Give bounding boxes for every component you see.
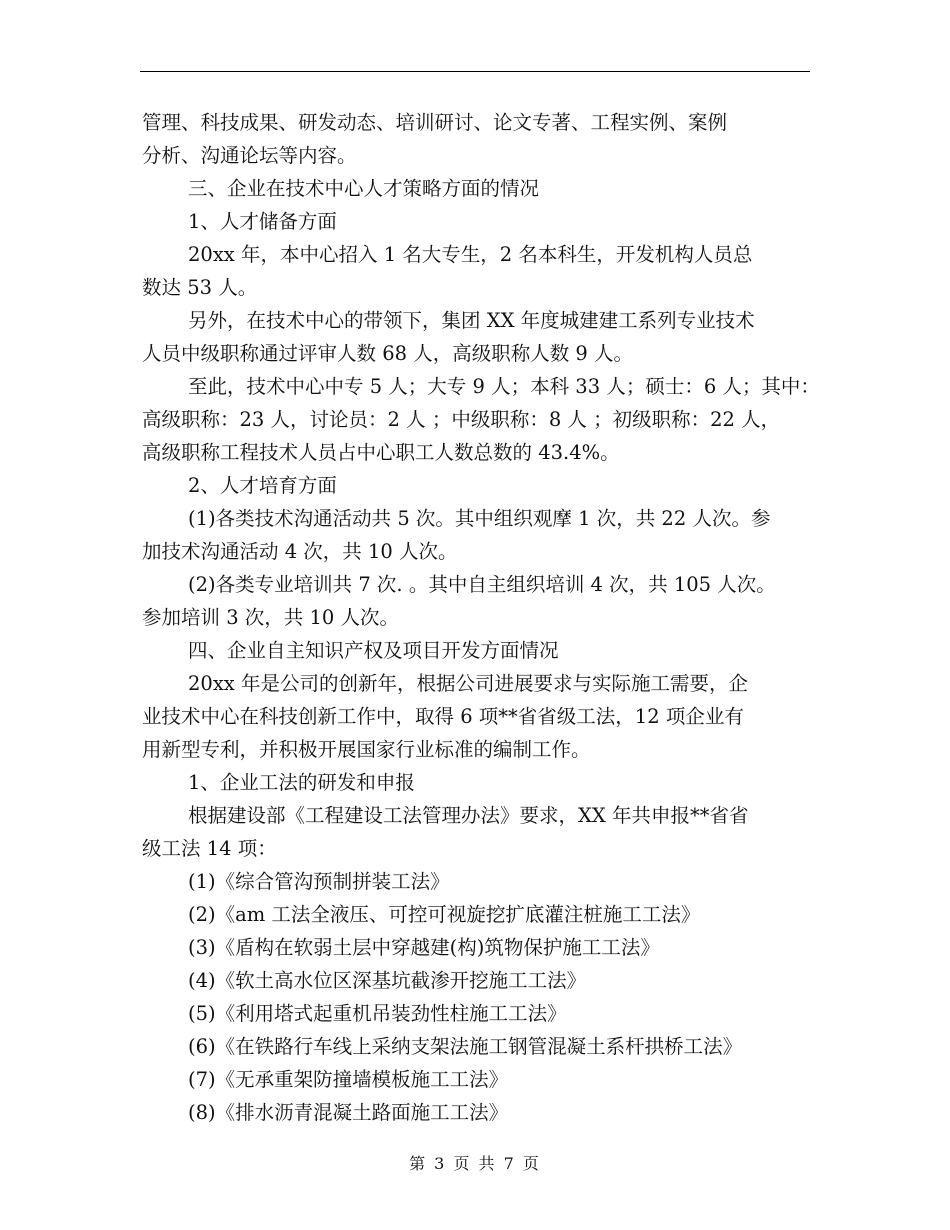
document-body: [142, 106, 820, 1129]
list-item: (6)《在铁路行车线上采纳支架法施工钢管混凝土系杆拱桥工法》: [188, 1035, 743, 1058]
section-heading: 三、企业在技术中心人才策略方面的情况: [188, 177, 540, 200]
text-line: 管理、科技成果、研发动态、培训研讨、论文专著、工程实例、案例: [142, 111, 728, 134]
header-rule: [140, 71, 810, 72]
text-line: (1)各类技术沟通活动共 5 次。其中组织观摩 1 次，共 22 人次。参: [188, 507, 771, 530]
list-item: (5)《利用塔式起重机吊装劲性柱施工工法》: [188, 1002, 567, 1025]
text-line: 数达 53 人。: [142, 276, 258, 299]
text-line: 参加培训 3 次，共 10 人次。: [142, 606, 400, 629]
list-item: (8)《排水沥青混凝土路面施工工法》: [188, 1101, 509, 1124]
section-heading: 四、企业自主知识产权及项目开发方面情况: [188, 639, 559, 662]
subsection-heading: 1、人才储备方面: [188, 210, 337, 233]
text-line: 加技术沟通活动 4 次，共 10 人次。: [142, 540, 458, 563]
text-line: 20xx 年是公司的创新年，根据公司进展要求与实际施工需要，企: [188, 672, 749, 695]
text-line: 级工法 14 项：: [142, 837, 277, 860]
text-line: 用新型专利，并积极开展国家行业标准的编制工作。: [142, 738, 591, 761]
list-item: (2)《am 工法全液压、可控可视旋挖扩底灌注桩施工工法》: [188, 903, 701, 926]
list-item: (4)《软土高水位区深基坑截渗开挖施工工法》: [188, 969, 587, 992]
text-line: 高级职称：23 人，讨论员：2 人 ；中级职称：8 人 ；初级职称：22 人，: [142, 408, 781, 431]
text-line: 至此，技术中心中专 5 人；大专 9 人；本科 33 人；硕士：6 人；其中：: [188, 375, 820, 398]
text-line: 高级职称工程技术人员占中心职工人数总数的 43.4%。: [142, 441, 620, 464]
text-line: 人员中级职称通过评审人数 68 人，高级职称人数 9 人。: [142, 342, 634, 365]
text-line: 另外，在技术中心的带领下，集团 XX 年度城建建工系列专业技术: [188, 309, 755, 332]
page-footer: 第 3 页 共 7 页: [409, 1154, 541, 1173]
list-item: (7)《无承重架防撞墙模板施工工法》: [188, 1068, 509, 1091]
list-item: (3)《盾构在软弱土层中穿越建(构)筑物保护施工工法》: [188, 936, 660, 959]
text-line: 业技术中心在科技创新工作中，取得 6 项**省省级工法，12 项企业有: [142, 705, 744, 728]
text-line: 分析、沟通论坛等内容。: [142, 144, 357, 167]
subsection-heading: 2、人才培育方面: [188, 474, 337, 497]
text-line: 20xx 年，本中心招入 1 名大专生，2 名本科生，开发机构人员总: [188, 243, 753, 266]
subsection-heading: 1、企业工法的研发和申报: [188, 771, 415, 794]
list-item: (1)《综合管沟预制拼装工法》: [188, 870, 450, 893]
text-line: (2)各类专业培训共 7 次. 。其中自主组织培训 4 次，共 105 人次。: [188, 573, 776, 596]
text-line: 根据建设部《工程建设工法管理办法》要求，XX 年共申报**省省: [188, 804, 749, 827]
